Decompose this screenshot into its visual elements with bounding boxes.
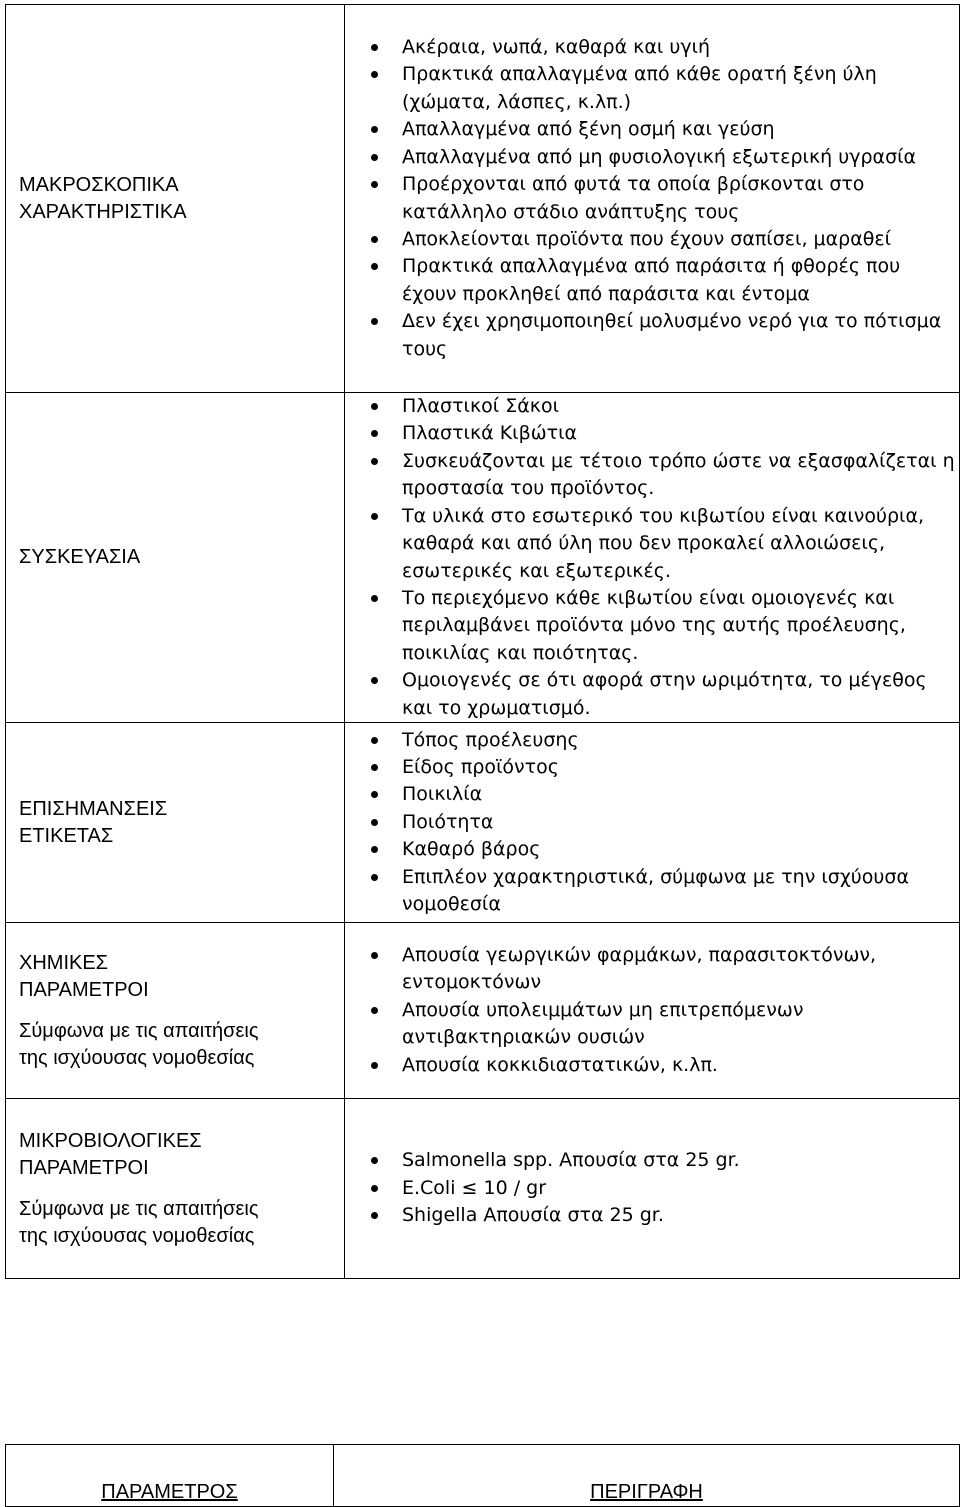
param-cell: [6, 393, 345, 723]
param-cell: [6, 5, 345, 393]
list-item: E.Coli ≤ 10 / gr: [345, 1175, 959, 1202]
list-item: Shigella Απουσία στα 25 gr.: [345, 1202, 959, 1229]
list-item: Επιπλέον χαρακτηριστικά, σύμφωνα με την ισχύουσα νομοθεσία: [345, 864, 959, 919]
param-cell: [6, 1099, 345, 1279]
param-cell: [6, 923, 345, 1099]
list-item: Το περιεχόμενο κάθε κιβωτίου είναι ομοιογενές και περιλαμβάνει προϊόντα μόνο της αυτής προέλευσης, ποικιλίας και ποιότητας.: [345, 585, 959, 667]
list-item: Απουσία υπολειμμάτων μη επιτρεπόμενων αντιβακτηριακών ουσιών: [345, 997, 959, 1052]
param-note: Σύμφωνα με τις απαιτήσεις της ισχύουσας νομοθεσίας: [19, 1019, 259, 1069]
param-name: ΜΙΚΡΟΒΙΟΛΟΓΙΚΕΣ ΠΑΡΑΜΕΤΡΟΙ: [19, 1129, 202, 1179]
desc-list: [345, 393, 959, 722]
row-microbiological: [6, 1099, 960, 1279]
param-cell: [6, 723, 345, 923]
list-item: Πλαστικοί Σάκοι: [345, 393, 959, 420]
list-item: Συσκευάζονται με τέτοιο τρόπο ώστε να εξασφαλίζεται η προστασία του προϊόντος.: [345, 448, 959, 503]
list-item: Ακέραια, νωπά, καθαρά και υγιή: [345, 34, 959, 61]
list-item: Πρακτικά απαλλαγμένα από παράσιτα ή φθορές που έχουν προκληθεί από παράσιτα και έντομα: [345, 253, 959, 308]
list-item: Καθαρό βάρος: [345, 836, 959, 863]
list-item: Τα υλικά στο εσωτερικό του κιβωτίου είναι καινούρια, καθαρά και από ύλη που δεν προκαλεί αλλοιώσεις, εσωτερικές και εξωτερικές.: [345, 503, 959, 585]
list-item: Απουσία κοκκιδιαστατικών, κ.λπ.: [345, 1052, 959, 1079]
desc-cell: [345, 723, 960, 923]
desc-cell: [345, 923, 960, 1099]
list-item: Πλαστικά Κιβώτια: [345, 420, 959, 447]
list-item: Ομοιογενές σε ότι αφορά στην ωριμότητα, το μέγεθος και το χρωματισμό.: [345, 667, 959, 722]
desc-cell: [345, 1099, 960, 1279]
desc-header-cell: [334, 1445, 960, 1507]
list-item: Ποικιλία: [345, 781, 959, 808]
list-item: Salmonella spp. Απουσία στα 25 gr.: [345, 1147, 959, 1174]
desc-cell: [345, 393, 960, 723]
param-name: ΜΑΚΡΟΣΚΟΠΙΚΑ ΧΑΡΑΚΤΗΡΙΣΤΙΚΑ: [19, 173, 187, 223]
desc-list: [345, 727, 959, 919]
list-item: Τόπος προέλευσης: [345, 727, 959, 754]
param-note: Σύμφωνα με τις απαιτήσεις της ισχύουσας νομοθεσίας: [19, 1197, 259, 1247]
list-item: Ποιότητα: [345, 809, 959, 836]
header-table: [5, 1444, 960, 1507]
param-name: ΕΠΙΣΗΜΑΝΣΕΙΣ ΕΤΙΚΕΤΑΣ: [19, 797, 168, 847]
list-item: Απουσία γεωργικών φαρμάκων, παρασιτοκτόνων, εντομοκτόνων: [345, 942, 959, 997]
list-item: Είδος προϊόντος: [345, 754, 959, 781]
param-header: ΠΑΡΑΜΕΤΡΟΣ: [101, 1481, 238, 1503]
desc-header: ΠΕΡΙΓΡΑΦΗ: [590, 1481, 703, 1503]
row-labeling: [6, 723, 960, 923]
list-item: Αποκλείονται προϊόντα που έχουν σαπίσει, μαραθεί: [345, 226, 959, 253]
row-chemical: [6, 923, 960, 1099]
list-item: Απαλλαγμένα από μη φυσιολογική εξωτερική υγρασία: [345, 144, 959, 171]
desc-list: [345, 1147, 959, 1229]
param-name: ΧΗΜΙΚΕΣ ΠΑΡΑΜΕΤΡΟΙ: [19, 951, 149, 1001]
param-name: ΣΥΣΚΕΥΑΣΙΑ: [19, 546, 141, 568]
desc-list: [345, 942, 959, 1079]
desc-list: [345, 34, 959, 363]
list-item: Προέρχονται από φυτά τα οποία βρίσκονται στο κατάλληλο στάδιο ανάπτυξης τους: [345, 171, 959, 226]
header-row: [6, 1445, 960, 1507]
param-header-cell: [6, 1445, 334, 1507]
list-item: Δεν έχει χρησιμοποιηθεί μολυσμένο νερό για το πότισμα τους: [345, 308, 959, 363]
spec-table: [5, 4, 960, 1279]
list-item: Πρακτικά απαλλαγμένα από κάθε ορατή ξένη ύλη (χώματα, λάσπες, κ.λπ.): [345, 61, 959, 116]
row-macroscopic: [6, 5, 960, 393]
row-packaging: [6, 393, 960, 723]
list-item: Απαλλαγμένα από ξένη οσμή και γεύση: [345, 116, 959, 143]
desc-cell: [345, 5, 960, 393]
